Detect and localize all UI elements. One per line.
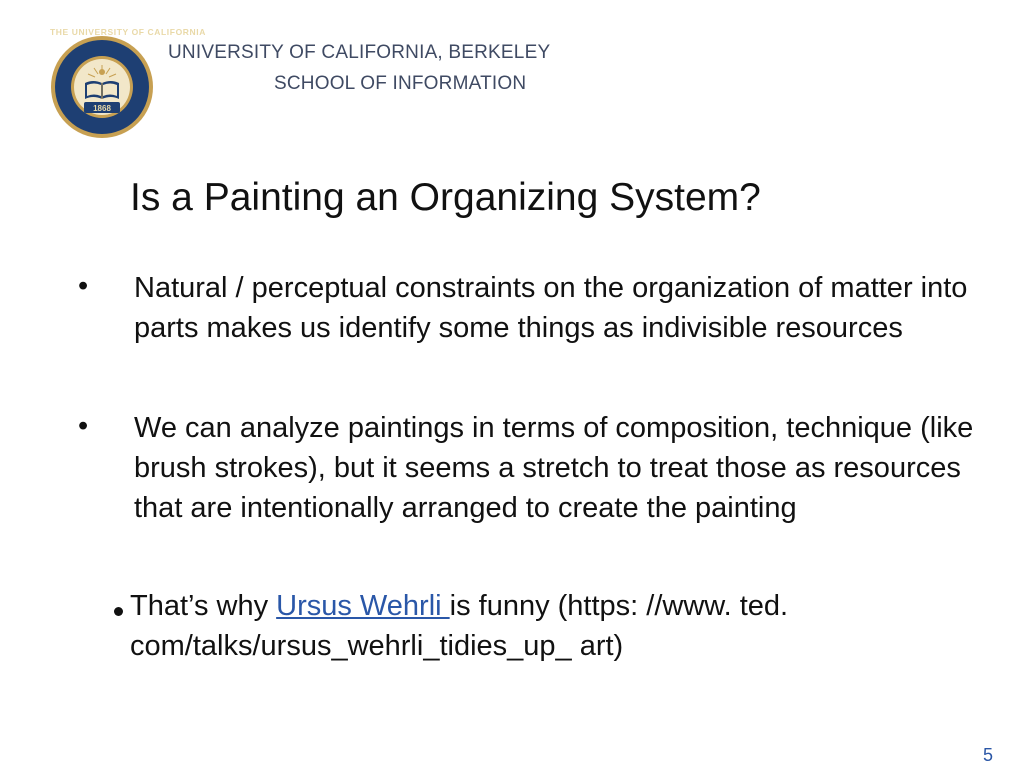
seal-ring-text: THE UNIVERSITY OF CALIFORNIA: [50, 27, 206, 37]
bullet-text: Natural / perceptual constraints on the organization of matter into parts makes us identify some things as indivisible resources: [134, 272, 968, 344]
university-name: UNIVERSITY OF CALIFORNIA, BERKELEY: [168, 42, 551, 63]
bullet-marker: •: [78, 270, 89, 302]
slide-title: Is a Painting an Organizing System?: [130, 176, 761, 219]
uc-seal-icon: [50, 27, 206, 139]
bullet-marker: •: [78, 410, 89, 442]
page-number: 5: [983, 745, 994, 765]
sub-bullet-suffix: is funny (https: //www. ted. com/talks/ursus_wehrli_tidies_up_ art): [130, 590, 789, 662]
bullet-text: We can analyze paintings in terms of composition, technique (like brush strokes), but it seems a stretch to treat those as resources that are intentionally arranged to create the painting: [134, 412, 974, 524]
sub-bullet-prefix: That’s why: [130, 590, 277, 622]
seal-book-icon: [85, 81, 119, 99]
ursus-wehrli-link[interactable]: Ursus Wehrli: [276, 590, 450, 622]
sub-bullet-text: [130, 586, 970, 666]
school-name: SCHOOL OF INFORMATION: [274, 73, 527, 94]
sub-bullet-marker: [114, 607, 123, 616]
seal-year: 1868: [93, 104, 111, 113]
uc-seal: [50, 27, 206, 139]
